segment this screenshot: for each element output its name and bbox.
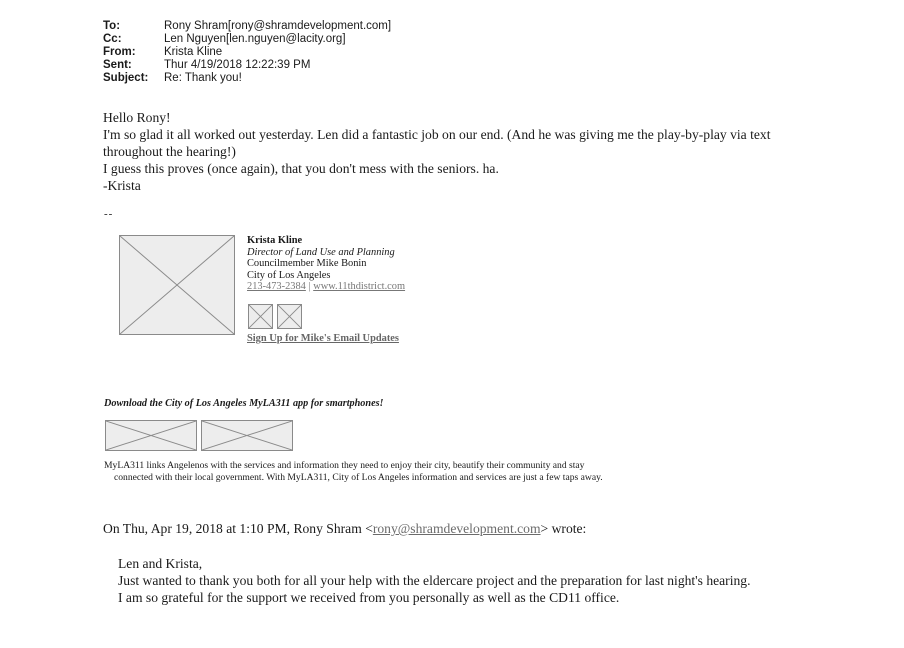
signature-phone-link[interactable]: 213-473-2384 xyxy=(247,281,306,293)
signature-separator: -- xyxy=(104,208,114,220)
cc-label: Cc: xyxy=(103,33,122,45)
social-icon-1-placeholder[interactable] xyxy=(248,304,273,329)
sent-label: Sent: xyxy=(103,59,132,71)
broken-image-icon xyxy=(249,305,272,328)
app-promo-title: Download the City of Los Angeles MyLA311 app for smartphones! xyxy=(104,398,384,409)
cc-value: Len Nguyen[len.nguyen@lacity.org] xyxy=(164,33,346,45)
to-value: Rony Shram[rony@shramdevelopment.com] xyxy=(164,20,392,32)
signature-website-link[interactable]: www.11thdistrict.com xyxy=(313,281,406,293)
signature-photo-placeholder xyxy=(119,235,235,335)
quote-intro-prefix: On Thu, Apr 19, 2018 at 1:10 PM, Rony Shram < xyxy=(103,521,373,536)
quoted-message xyxy=(118,555,758,606)
subject-value: Re: Thank you! xyxy=(164,72,242,84)
broken-image-icon xyxy=(106,421,196,450)
signature-title: Director of Land Use and Planning xyxy=(247,246,395,258)
quote-email-link[interactable]: rony@shramdevelopment.com xyxy=(372,521,541,536)
social-icon-2-placeholder[interactable] xyxy=(277,304,302,329)
to-label: To: xyxy=(103,20,121,32)
signature-divider: | xyxy=(308,281,311,293)
subject-label: Subject: xyxy=(103,72,149,84)
body-greeting: Hello Rony! xyxy=(103,110,171,125)
broken-image-icon xyxy=(202,421,292,450)
cc-row xyxy=(103,33,391,46)
signature-contact-line xyxy=(247,281,405,293)
app-store-badge-placeholder[interactable] xyxy=(105,420,197,451)
from-row xyxy=(103,46,391,59)
sent-row xyxy=(103,59,391,72)
quoted-greeting: Len and Krista, xyxy=(118,556,203,571)
sent-value: Thur 4/19/2018 12:22:39 PM xyxy=(164,59,311,71)
quote-intro-suffix: > wrote: xyxy=(540,521,587,536)
quoted-text: Just wanted to thank you both for all your help with the eldercare project and the preparation for last night's hearing. I am so grateful for the support we received from you personally as well as the CD11 office. xyxy=(118,573,751,605)
signature-name: Krista Kline xyxy=(247,235,303,246)
to-row xyxy=(103,20,391,33)
broken-image-icon xyxy=(278,305,301,328)
signature-block xyxy=(247,235,405,293)
from-value: Krista Kline xyxy=(164,46,223,58)
body-line-2: I guess this proves (once again), that you don't mess with the seniors. ha. xyxy=(103,161,499,176)
from-label: From: xyxy=(103,46,136,58)
quote-attribution xyxy=(103,521,586,537)
broken-image-icon xyxy=(120,236,234,334)
signature-city: City of Los Angeles xyxy=(247,269,331,281)
email-body xyxy=(103,109,783,194)
google-play-badge-placeholder[interactable] xyxy=(201,420,293,451)
subject-row xyxy=(103,72,391,85)
email-updates-link[interactable]: Sign Up for Mike's Email Updates xyxy=(247,333,399,344)
body-line-1: I'm so glad it all worked out yesterday. Len did a fantastic job on our end. (And he was giving me the play-by-play via text throughout the hearing!) xyxy=(103,127,771,159)
app-desc-line-2: connected with their local government. With MyLA311, City of Los Angeles information and services are just a few taps away. xyxy=(114,472,603,483)
signature-office: Councilmember Mike Bonin xyxy=(247,258,367,270)
app-desc-line-1: MyLA311 links Angelenos with the services and information they need to enjoy their city, beautify their community and stay xyxy=(104,460,585,471)
body-closing: -Krista xyxy=(103,178,141,193)
app-promo-description xyxy=(104,460,744,484)
email-header xyxy=(103,20,391,85)
